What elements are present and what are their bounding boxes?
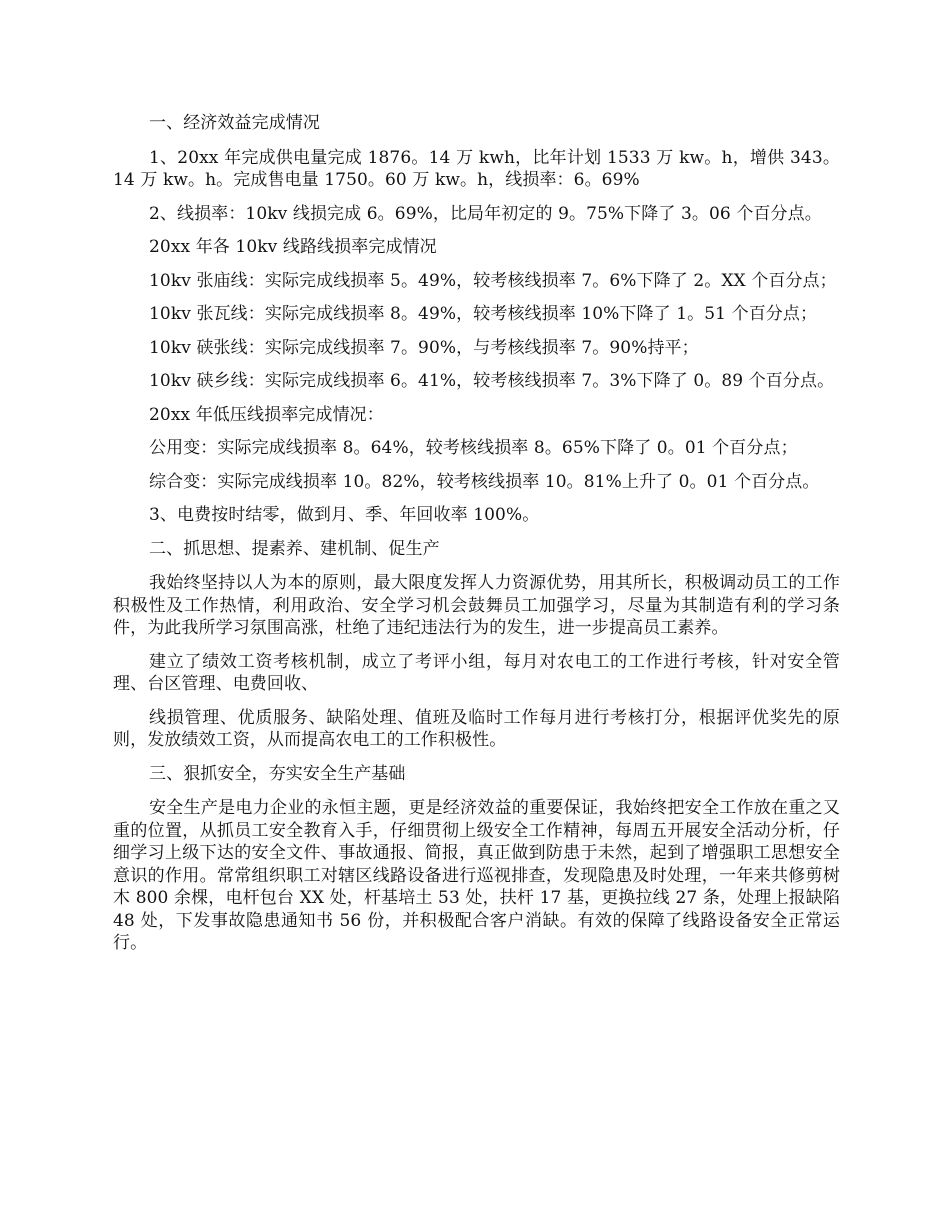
- paragraph-safety-production: 安全生产是电力企业的永恒主题，更是经济效益的重要保证，我始终把安全工作放在重之又重的位置，从抓员工安全教育入手，仔细贯彻上级安全工作精神，每周五开展安全活动分析，仔细学习上级下达的安全文件、事故通报、简报，真正做到防患于未然，起到了增强职工思想安全意识的作用。常常组织职工对辖区线路设备进行巡视排查，发现隐患及时处理，一年来共修剪树木 800 余棵，电杆包台 XX 处，杆基培土 53 处，扶杆 17 基，更换拉线 27 条，处理上报缺陷 48 处，下发事故隐患通知书 56 份，并积极配合客户消缺。有效的保障了线路设备安全正常运行。: [113, 798, 840, 953]
- paragraph-billing: 3、电费按时结零，做到月、季、年回收率 100%。: [149, 505, 540, 525]
- paragraph-performance-scoring: 线损管理、优质服务、缺陷处理、值班及临时工作每月进行考核打分，根据评优奖先的原则，发放绩效工资，从而提高农电工的工作积极性。: [113, 707, 840, 750]
- paragraph-xiazhang-line: 10kv 硖张线：实际完成线损率 7。90%，与考核线损率 7。90%持平；: [149, 337, 699, 358]
- paragraph-zhangwa-line: 10kv 张瓦线：实际完成线损率 8。49%，较考核线损率 10%下降了 1。51 个百分点；: [149, 304, 818, 324]
- paragraph-people-oriented: 我始终坚持以人为本的原则，最大限度发挥人力资源优势，用其所长，积极调动员工的工作积极性及工作热情，利用政治、安全学习机会鼓舞员工加强学习，尽量为其制造有利的学习条件，为此我所学习氛围高涨，杜绝了违纪违法行为的发生，进一步提高员工素养。: [113, 573, 840, 638]
- section-heading-ideology: 二、抓思想、提素养、建机制、促生产: [149, 538, 440, 559]
- paragraph-line-loss: 2、线损率：10kv 线损完成 6。69%，比局年初定的 9。75%下降了 3。06 个百分点。: [149, 203, 822, 224]
- paragraph-power-supply: 1、20xx 年完成供电量完成 1876。14 万 kwh，比年计划 1533 万 kw。h，增供 343。14 万 kw。h。完成售电量 1750。60 万 kw。h，线损率：6。69%: [113, 147, 840, 190]
- section-heading-safety: 三、狠抓安全，夯实安全生产基础: [149, 763, 406, 784]
- section-heading-economic: 一、经济效益完成情况: [149, 113, 320, 133]
- paragraph-zhangmiao-line: 10kv 张庙线：实际完成线损率 5。49%，较考核线损率 7。6%下降了 2。XX 个百分点；: [149, 270, 837, 291]
- paragraph-public-transformer: 公用变：实际完成线损率 8。64%，较考核线损率 8。65%下降了 0。01 个百分点；: [149, 438, 798, 458]
- document-body: [113, 112, 840, 966]
- paragraph-low-voltage-subheading: 20xx 年低压线损率完成情况：: [149, 404, 384, 425]
- paragraph-xiaxiang-line: 10kv 硖乡线：实际完成线损率 6。41%，较考核线损率 7。3%下降了 0。89 个百分点。: [149, 371, 835, 391]
- paragraph-10kv-subheading: 20xx 年各 10kv 线路线损率完成情况: [149, 237, 437, 257]
- paragraph-performance-mechanism: 建立了绩效工资考核机制，成立了考评小组，每月对农电工的工作进行考核，针对安全管理、台区管理、电费回收、: [113, 651, 840, 694]
- paragraph-comprehensive-transformer: 综合变：实际完成线损率 10。82%，较考核线损率 10。81%上升了 0。01 个百分点。: [149, 471, 820, 492]
